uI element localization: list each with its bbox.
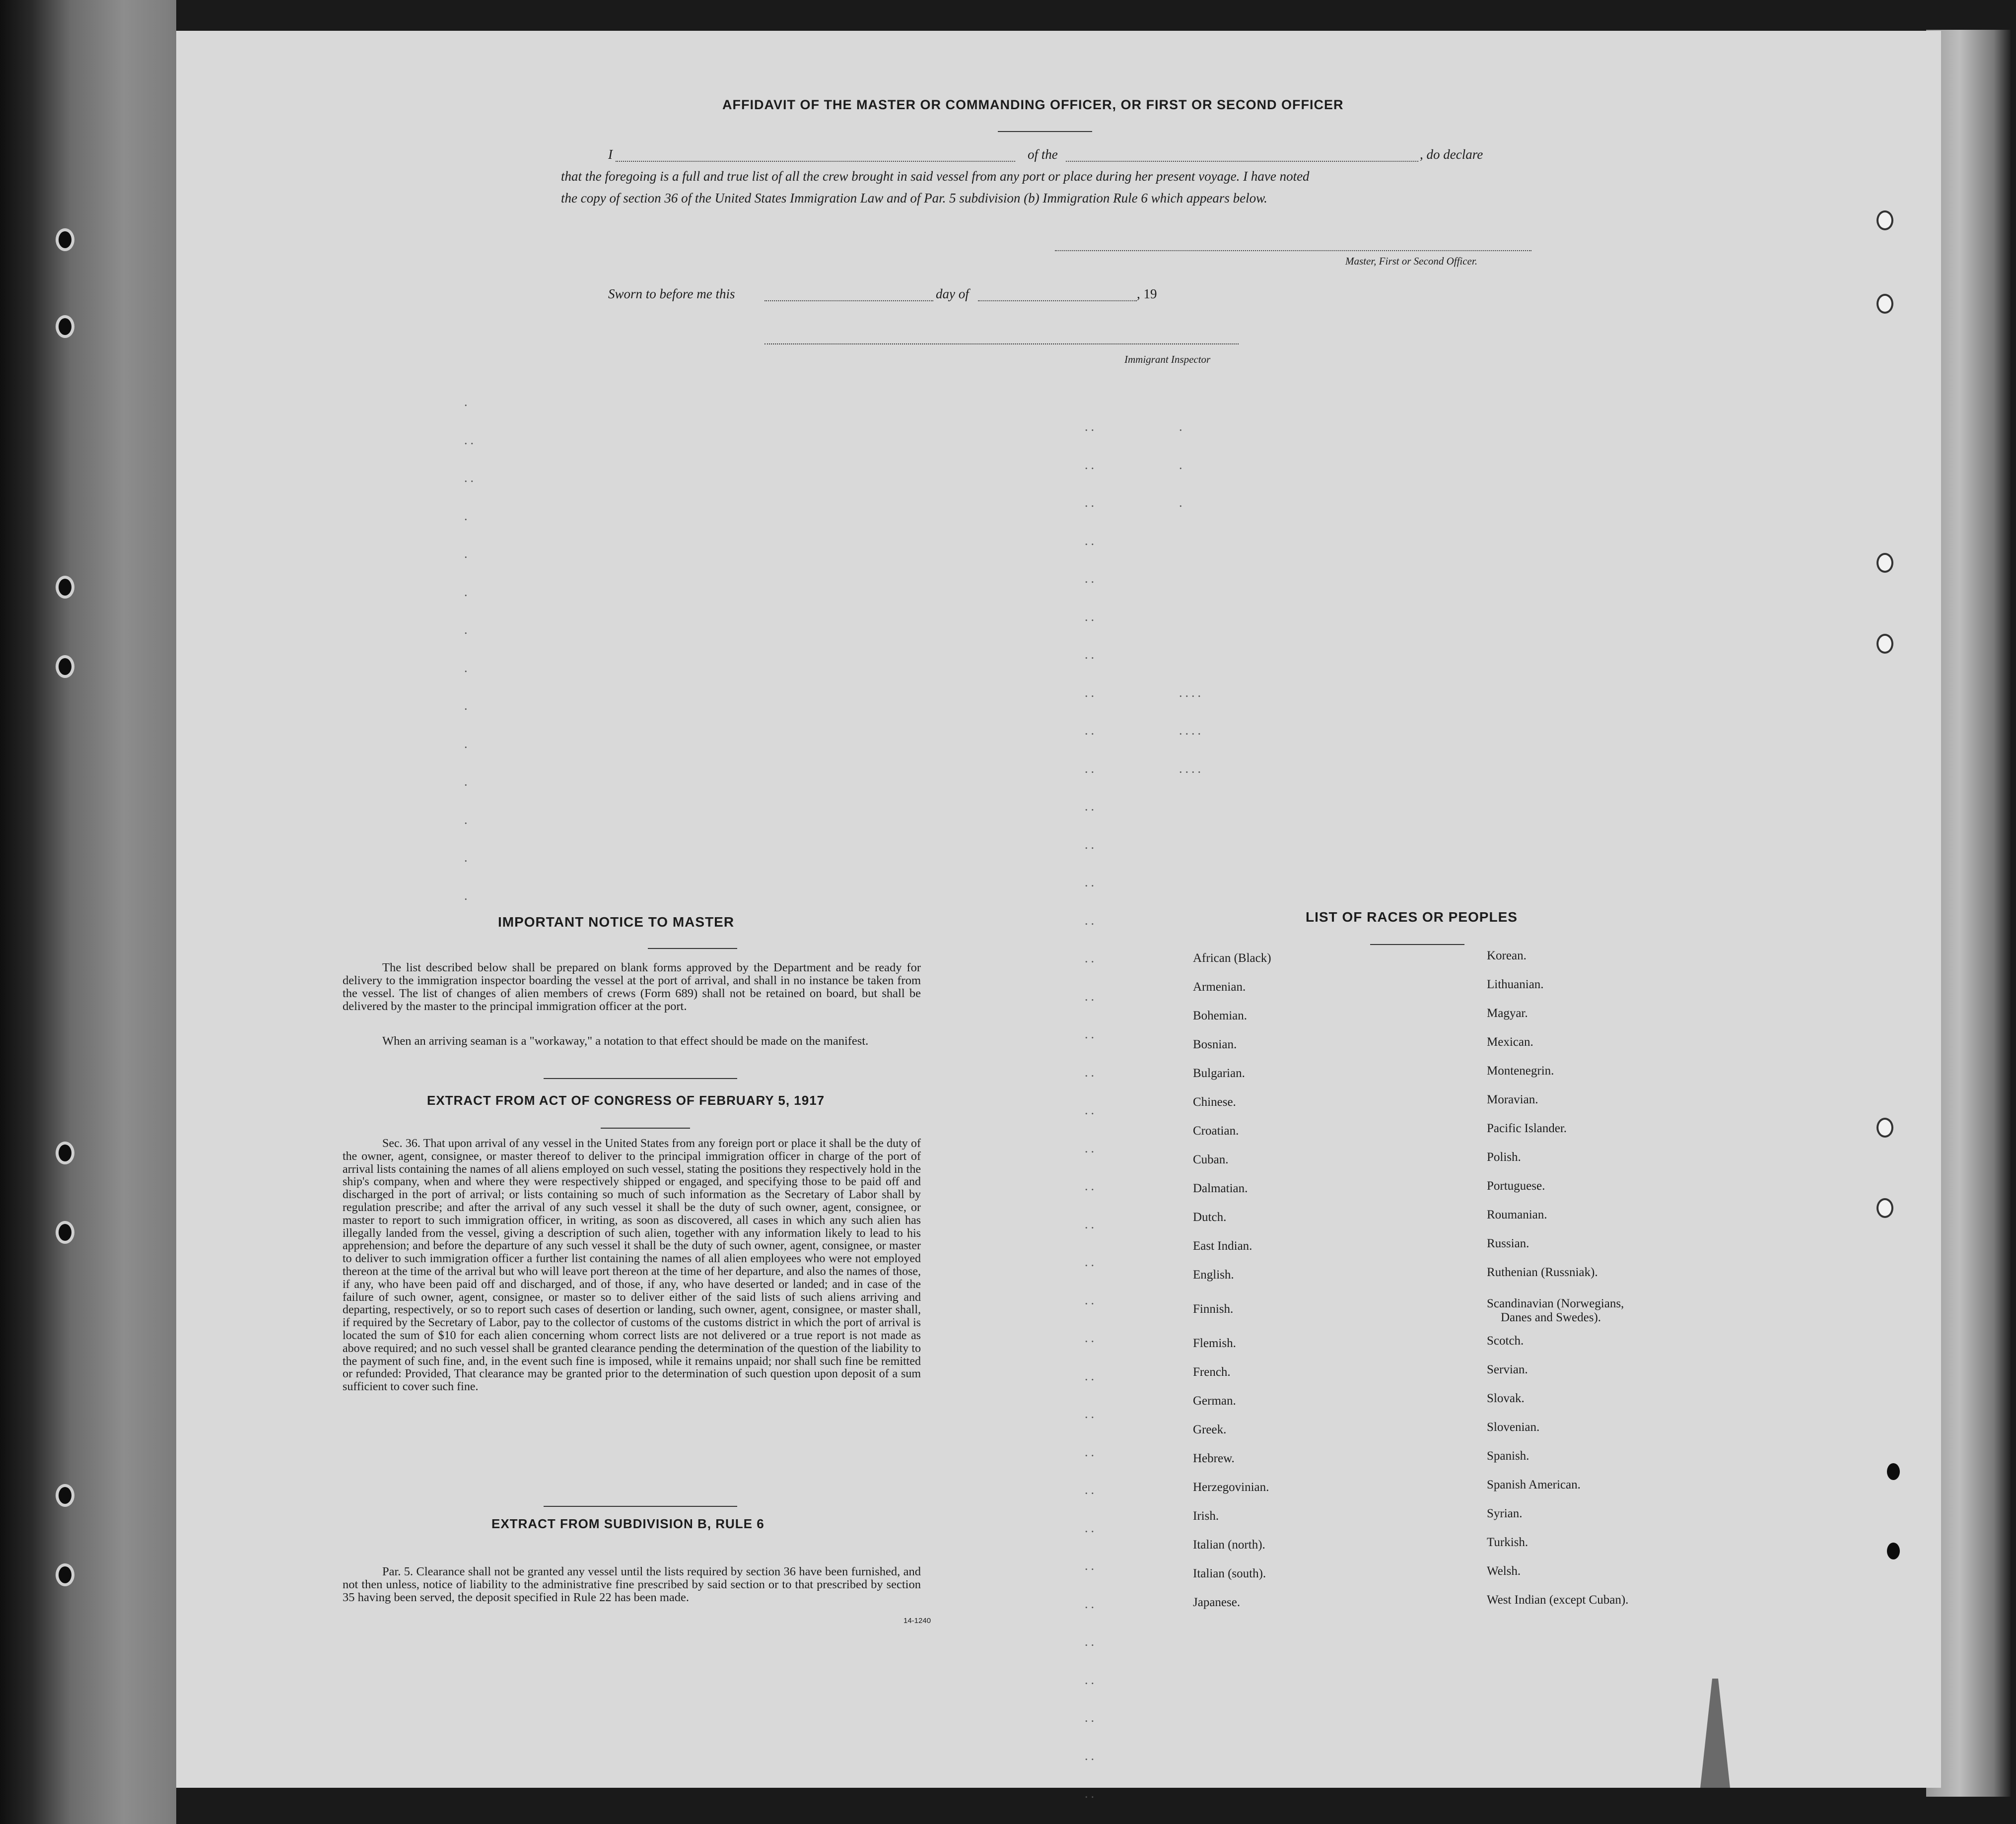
race-item: Irish.: [1193, 1509, 1219, 1523]
affidavit-line-2: that the foregoing is a full and true list of all the crew brought in said vessel from any port or place during her present voyage. I have noted: [561, 169, 1310, 184]
rule-extract-title: EXTRACT FROM SUBDIVISION B, RULE 6: [491, 1516, 765, 1531]
binder-hole-icon: [1877, 634, 1893, 654]
race-item: Flemish.: [1193, 1337, 1236, 1350]
race-item: Turkish.: [1487, 1536, 1529, 1549]
race-item: Bulgarian.: [1193, 1067, 1245, 1080]
document-sheet: [176, 31, 1941, 1801]
binder-hole-icon: [56, 1484, 74, 1507]
binder-hole-icon: [1884, 1460, 1903, 1483]
race-item: West Indian (except Cuban).: [1487, 1593, 1629, 1607]
binder-hole-icon: [56, 655, 74, 678]
name-blank: [616, 161, 1015, 162]
rule-extract-text: Par. 5. Clearance shall not be granted any vessel until the lists required by section 36 have been furnished, and not then unless, notice of liability to the administrative fine prescribed by said section or to that prescribed by section 35 having been served, the deposit specified in Rule 22 has been made.: [343, 1565, 921, 1604]
race-item: Slovak.: [1487, 1392, 1525, 1405]
race-item: Scotch.: [1487, 1334, 1524, 1348]
sworn-month-blank: [978, 300, 1137, 301]
race-item: Spanish.: [1487, 1449, 1529, 1463]
binder-hole-icon: [56, 228, 74, 251]
race-item: Italian (south).: [1193, 1567, 1266, 1580]
race-item: Montenegrin.: [1487, 1064, 1554, 1078]
races-column-1: [1193, 944, 1271, 1617]
affidavit-title: AFFIDAVIT OF THE MASTER OR COMMANDING OFFICER, OR FIRST OR SECOND OFFICER: [722, 97, 1344, 112]
race-item: Korean.: [1487, 949, 1527, 962]
race-item: German.: [1193, 1394, 1236, 1408]
race-item: Finnish.: [1193, 1302, 1234, 1316]
race-item: English.: [1193, 1268, 1234, 1282]
binder-hole-icon: [1877, 294, 1893, 314]
race-item: Scandinavian (Norwegians,: [1487, 1297, 1624, 1310]
race-item: Pacific Islander.: [1487, 1122, 1567, 1135]
binder-hole-icon: [1877, 1198, 1893, 1218]
form-number: 14-1240: [904, 1617, 931, 1625]
bleed-through-marks: .. .. .. .. .. .. .. .. .. .. .. .. .. .. .. .. .. .. .. .. .. .. .. .. .. .. .. .. .. .. .. .. .. .. .. .. ..: [1085, 419, 1097, 1801]
race-item: Servian.: [1487, 1363, 1528, 1376]
inspector-signature-line: [765, 343, 1239, 344]
binder-hole-icon: [1877, 553, 1893, 573]
affidavit-line-1-start: I: [608, 147, 613, 162]
torn-edge: [1700, 1679, 1730, 1788]
binder-hole-icon: [1884, 1540, 1903, 1562]
race-item: Portuguese.: [1487, 1179, 1545, 1193]
race-item: Herzegovinian.: [1193, 1481, 1269, 1494]
binder-hole-icon: [1877, 210, 1893, 230]
scan-frame-left: [0, 0, 176, 1824]
race-item: Slovenian.: [1487, 1420, 1540, 1434]
race-item: Armenian.: [1193, 980, 1246, 994]
race-item: Syrian.: [1487, 1507, 1523, 1520]
binder-hole-icon: [56, 1142, 74, 1164]
binder-hole-icon: [1877, 1118, 1893, 1138]
binder-hole-icon: [56, 576, 74, 599]
act-extract-title: EXTRACT FROM ACT OF CONGRESS OF FEBRUARY 5, 1917: [427, 1093, 825, 1108]
race-item: Magyar.: [1487, 1007, 1528, 1020]
race-item: Bosnian.: [1193, 1038, 1237, 1051]
race-item: Danes and Swedes).: [1501, 1311, 1601, 1324]
race-item: Moravian.: [1487, 1093, 1538, 1106]
race-item: Bohemian.: [1193, 1009, 1248, 1022]
race-item: Lithuanian.: [1487, 978, 1544, 991]
race-item: Mexican.: [1487, 1035, 1533, 1049]
binder-hole-icon: [56, 315, 74, 338]
affidavit-line-3: the copy of section 36 of the United States Immigration Law and of Par. 5 subdivision (b) Immigration Rule 6 which appears below.: [561, 191, 1267, 205]
race-item: Cuban.: [1193, 1153, 1229, 1166]
race-item: Hebrew.: [1193, 1452, 1235, 1465]
sworn-line-start: Sworn to before me this: [608, 286, 735, 301]
notice-title: IMPORTANT NOTICE TO MASTER: [498, 914, 735, 930]
race-item: Roumanian.: [1487, 1208, 1547, 1221]
sworn-line-mid: day of: [936, 286, 969, 301]
affidavit-line-1-end: , do declare: [1420, 147, 1483, 162]
race-item: Japanese.: [1193, 1596, 1241, 1609]
races-column-2: [1487, 942, 1628, 1615]
race-item: Dalmatian.: [1193, 1182, 1248, 1195]
race-item: Dutch.: [1193, 1211, 1227, 1224]
race-item: Croatian.: [1193, 1124, 1239, 1138]
sworn-day-blank: [765, 300, 933, 301]
race-item: Russian.: [1487, 1237, 1529, 1250]
binder-hole-icon: [56, 1221, 74, 1244]
race-item: Spanish American.: [1487, 1478, 1581, 1491]
act-extract-text: Sec. 36. That upon arrival of any vessel in the United States from any foreign port or place it shall be the duty of the owner, agent, consignee, or master thereof to deliver to the principal immigration officer in charge of the port of arrival lists containing the names of all aliens employed on such vessel, stating the positions they respectively hold in the ship's company, when and where they were respectively shipped or engaged, and specifying those to be paid off and discharged in the port of arrival; or lists containing so much of such information as the Secretary of Labor shall by regulation prescribe; and after the arrival of any such vessel it shall be the duty of such owner, agent, consignee, or master to report to such immigration officer, in writing, as soon as discovered, all cases in which any such alien has illegally landed from the vessel, giving a description of such alien, together with any information likely to lead to his apprehension; and before the departure of any such vessel it shall be the duty of such owner, agent, consignee, or master to deliver to such immigration officer a further list containing the names of all alien employees who were not employed thereon at the time of the arrival but who will leave port thereon at the time of her departure, and also the names of those, if any, who have been paid off and discharged, and of those, if any, who have deserted or landed; and in case of the failure of such owner, agent, consignee, or master so to deliver either of the said lists of such aliens arriving and departing, respectively, or so to report such cases of desertion or landing, such owner, agent, consignee, or master shall, if required by the Secretary of Labor, pay to the collector of customs of the customs district in which the port of arrival is located the sum of $10 for each alien concerning whom correct lists are not delivered or a true report is not made as above required; and no such vessel shall be granted clearance pending the determination of the question of the liability to the payment of such fine, and, in the event such fine is imposed, while it remains unpaid; nor shall such fine be remitted or refunded: Provided, That clearance may be granted prior to the determination of such question upon deposit of a sum sufficient to cover such fine.: [343, 1137, 921, 1394]
race-item: French.: [1193, 1365, 1231, 1379]
bleed-through-marks: . .. .. . . . . . . . . . . .: [464, 395, 477, 903]
vessel-blank: [1066, 161, 1418, 162]
race-item: Chinese.: [1193, 1095, 1236, 1109]
inspector-signature-label: Immigrant Inspector: [1124, 353, 1211, 365]
master-signature-line: [1055, 250, 1531, 251]
race-item: Ruthenian (Russniak).: [1487, 1266, 1598, 1279]
race-item: Polish.: [1487, 1150, 1521, 1164]
race-item: East Indian.: [1193, 1239, 1252, 1253]
race-item: Greek.: [1193, 1423, 1227, 1436]
notice-paragraph-2: When an arriving seaman is a "workaway," a notation to that effect should be made on the manifest.: [382, 1034, 869, 1048]
race-item: Welsh.: [1487, 1564, 1521, 1578]
sworn-line-end: , 19: [1137, 286, 1157, 301]
master-signature-label: Master, First or Second Officer.: [1345, 255, 1477, 267]
race-item: African (Black): [1193, 951, 1271, 965]
race-item: Italian (north).: [1193, 1538, 1265, 1552]
bleed-through-marks: . . . .... .... ....: [1179, 419, 1204, 776]
affidavit-line-1-mid: of the: [1028, 147, 1058, 162]
notice-paragraph-1: The list described below shall be prepared on blank forms approved by the Department and be ready for delivery to the immigration inspector boarding the vessel at the port of arrival, and shall in no instance be taken from the vessel. The list of changes of alien members of crews (Form 689) shall not be retained on board, but shall be delivered by the master to the principal immigration officer at the port.: [343, 961, 921, 1013]
races-title: LIST OF RACES OR PEOPLES: [1306, 909, 1518, 925]
binder-hole-icon: [56, 1563, 74, 1586]
